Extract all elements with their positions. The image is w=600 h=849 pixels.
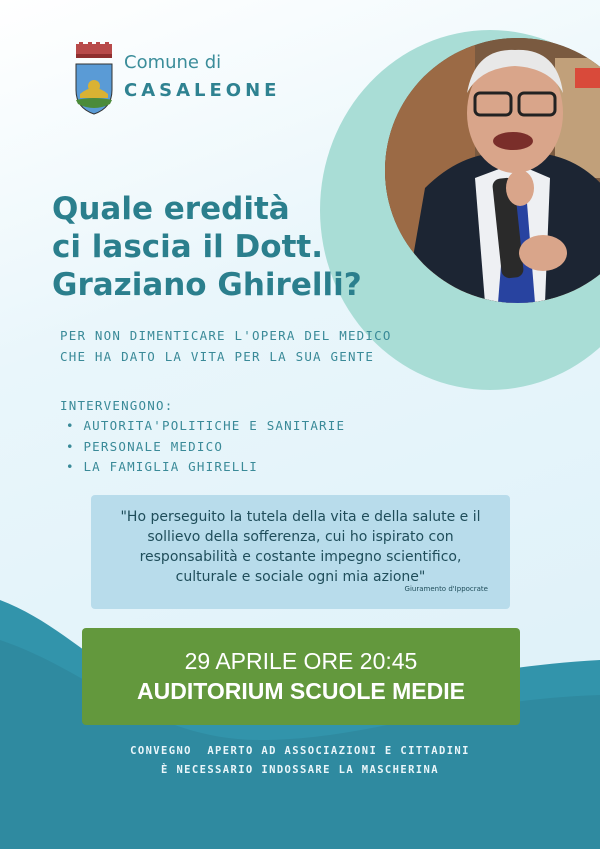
event-details-box bbox=[82, 628, 520, 725]
comune-prefix: Comune di bbox=[124, 52, 222, 73]
casaleone-coat-of-arms-logo bbox=[74, 42, 114, 116]
event-date-time: 29 APRILE ORE 20:45 bbox=[184, 648, 418, 674]
quote-text bbox=[91, 507, 510, 587]
event-venue: AUDITORIUM SCUOLE MEDIE bbox=[137, 678, 465, 704]
subtitle-line: CHE HA DATO LA VITA PER LA SUA GENTE bbox=[60, 349, 375, 364]
title-line: Graziano Ghirelli? bbox=[52, 267, 362, 303]
quote-line: culturale e sociale ogni mia azione" bbox=[175, 569, 426, 585]
quote-line: sollievo della sofferenza, cui ho ispirato con bbox=[147, 529, 454, 545]
subtitle-line: PER NON DIMENTICARE L'OPERA DEL MEDICO bbox=[60, 328, 392, 343]
event-title bbox=[52, 190, 382, 304]
quote-box bbox=[91, 495, 510, 609]
comune-name: CASALEONE bbox=[124, 80, 281, 101]
footer-line: È NECESSARIO INDOSSARE LA MASCHERINA bbox=[161, 764, 439, 776]
title-line: ci lascia il Dott. bbox=[52, 229, 323, 265]
speaker-item: • LA FAMIGLIA GHIRELLI bbox=[66, 457, 345, 478]
quote-source: Giuramento d'Ippocrate bbox=[404, 585, 488, 593]
event-subtitle bbox=[60, 325, 392, 367]
title-line: Quale eredità bbox=[52, 191, 290, 227]
footer-notes bbox=[0, 742, 600, 780]
quote-line: responsabilità e costante impegno scientifico, bbox=[139, 549, 462, 565]
footer-line: CONVEGNO APERTO AD ASSOCIAZIONI E CITTADINI bbox=[130, 745, 470, 757]
speaker-item: • AUTORITA'POLITICHE E SANITARIE bbox=[66, 416, 345, 437]
quote-line: "Ho perseguito la tutela della vita e della salute e il bbox=[120, 509, 481, 525]
speaker-item: • PERSONALE MEDICO bbox=[66, 437, 345, 458]
speakers-heading: INTERVENGONO: bbox=[60, 398, 174, 413]
speakers-list bbox=[66, 416, 345, 478]
